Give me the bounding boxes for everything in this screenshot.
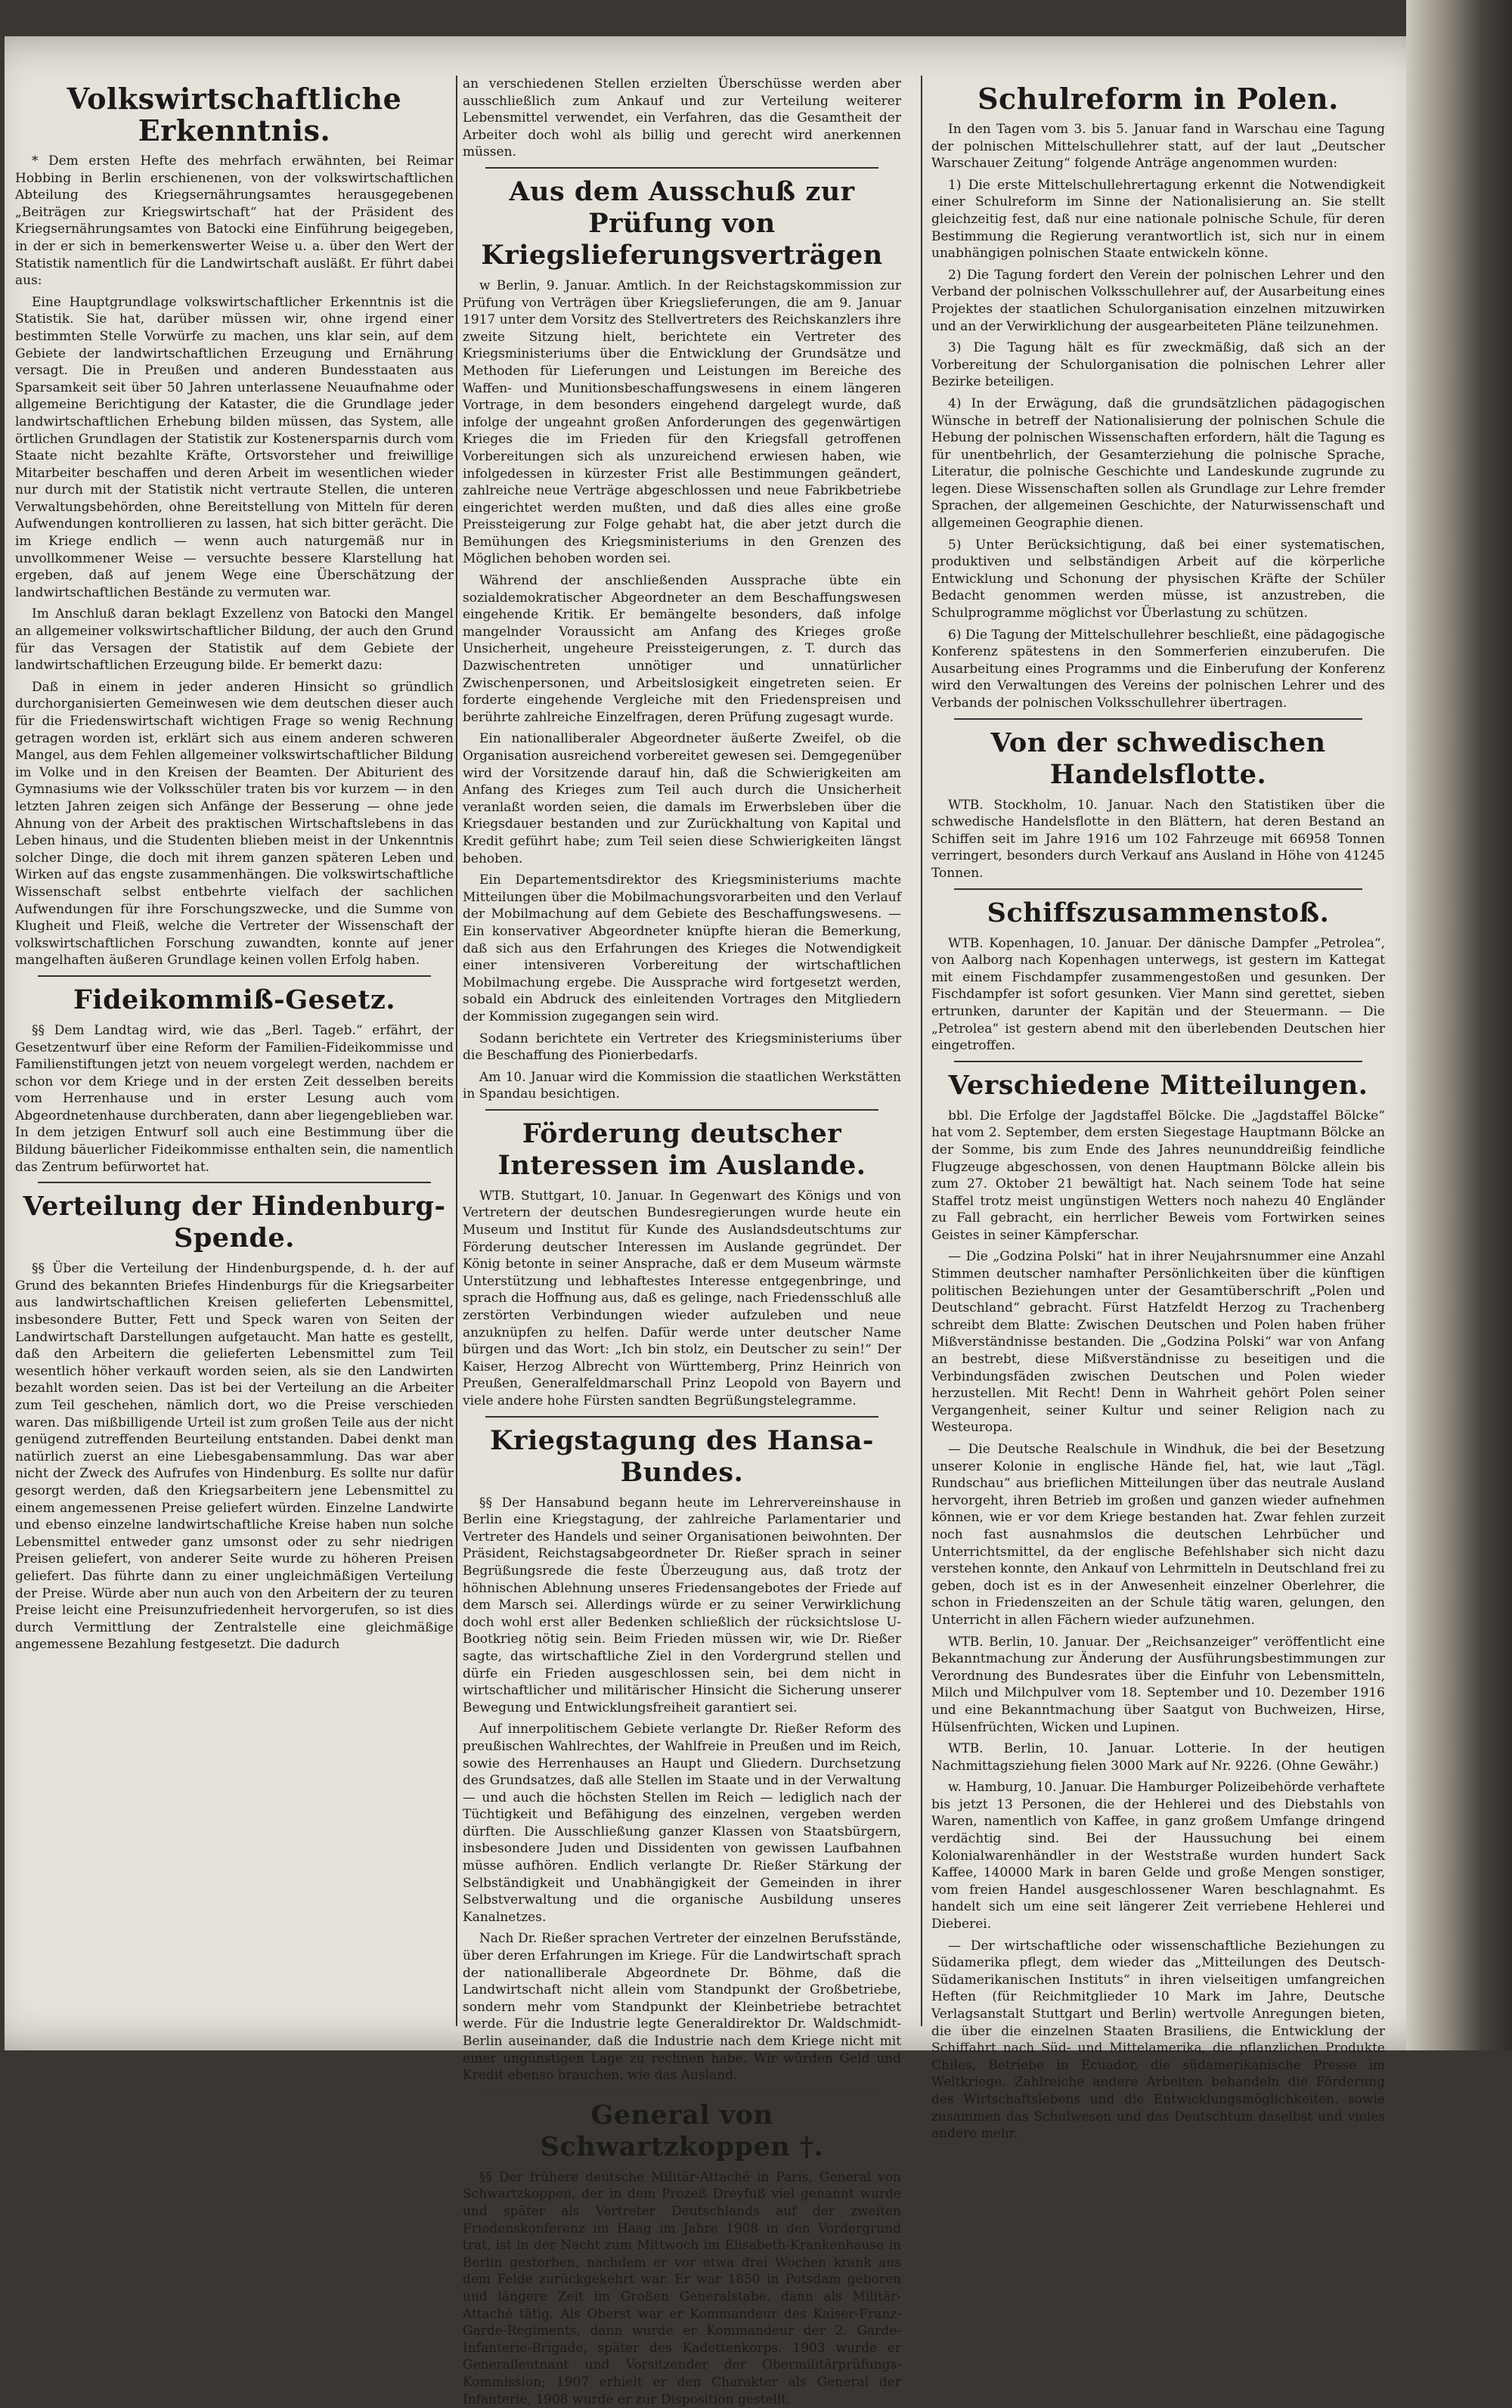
article-paragraph: Während der anschließenden Aussprache übte ein sozialdemokratischer Abgeordneter an dem Beschaffungswesen eingehende Kritik. Er bemängelte besonders, daß infolge mangelnder Voraussicht am Anfang des Krieges große Unsicherheit, ungeheure Preissteigerungen, z. T. durch das Dazwischentreten unnötiger und unnatürlicher Zwischenpersonen, und Arbeitslosigkeit eingetreten seien. Er forderte eingehende Vergleiche mit den Friedenspreisen und berührte zahlreiche Einzelfragen, deren Prüfung zugesagt wurde. bbox=[463, 573, 901, 725]
article-paragraph: WTB. Kopenhagen, 10. Januar. Der dänische Dampfer „Petrolea“, von Aalborg nach Kopenhagen unterwegs, ist gestern im Kattegat mit einem Fischdampfer zusammengestoßen und gesunken. Der Fischdampfer ist sofort gesunken. Vier Mann sind gerettet, sieben ertrunken, darunter der Kapitän und der Steuermann. — Die „Petrolea“ ist gestern abend mit den überlebenden Deutschen hier eingetroffen. bbox=[931, 935, 1385, 1054]
article-heading: Verteilung der Hindenburg-Spende. bbox=[23, 1191, 446, 1254]
article-paragraph: w. Hamburg, 10. Januar. Die Hamburger Polizeibehörde verhaftete bis jetzt 13 Personen, die der Hehlerei und des Diebstahls von Waren, namentlich von Kaffee, in ganz großem Umfange dringend verdächtig sind. Bei der Haussuchung bei einem Kolonialwarenhändler in der Weststraße wurden hundert Sack Kaffee, 140000 Mark in baren Gelde und große Mengen sonstiger, vom freien Handel ausgeschlossener Waren beschlagnahmt. Es handelt sich um eine seit längerer Zeit verriebene Hehlerei und Dieberei. bbox=[931, 1780, 1385, 1932]
divider bbox=[954, 718, 1362, 720]
article-paragraph: WTB. Stuttgart, 10. Januar. In Gegenwart des Königs und von Vertretern der deutschen Bundesregierungen wurde heute ein Museum und Institut für Kunde des Auslandsdeutschtums zur Förderung deutscher Interessen im Auslande gegründet. Der König betonte in seiner Ansprache, daß er dem Museum wärmste Unterstützung und lebhaftestes Interesse entgegenbringe, und sprach die Hoffnung aus, daß es gelinge, nach Friedensschluß alle zerstörten Verbindungen wieder aufzuleben und neue anzuknüpfen zu helfen. Dafür werde unter deutscher Name bürgen und das Wort: „Ich bin stolz, ein Deutscher zu sein!“ Der Kaiser, Herzog Albrecht von Württemberg, Prinz Heinrich von Preußen, Generalfeldmarschall Prinz Leopold von Bayern und viele andere hohe Fürsten sandten Begrüßungstelegramme. bbox=[463, 1188, 901, 1409]
article-paragraph: Eine Hauptgrundlage volkswirtschaftlicher Erkenntnis ist die Statistik. Sie hat, darüber müssen wir, ohne irgend einer bestimmten Stelle Vorwürfe zu machen, uns klar sein, auf dem Gebiete der landwirtschaftlichen Erzeugung und Ernährung versagt. Die in Preußen und anderen Bundesstaaten aus Sparsamkeit seit über 50 Jahren unterlassene Neuaufnahme oder allgemeine Berichtigung der Kataster, die die Grundlage jeder landwirtschaftlichen Erhebung bilden müssen, das System, alle örtlichen Grundlagen der Statistik zur Kostenersparnis durch vom Staate nicht bezahlte Kräfte, Ortsvorsteher und freiwillige Mitarbeiter beschaffen und deren Arbeit im wesentlichen wieder nur durch mit der Statistik nicht vertraute Stellen, die unteren Verwaltungsbehörden, ohne Bereitstellung von Mitteln für deren Aufwendungen kontrollieren zu lassen, hat sich bitter gerächt. Die im Kriege endlich — wenn auch naturgemäß nur in unvollkommener Weise — versuchte bessere Klarstellung hat ergeben, daß auf jenem Wege eine Überschätzung der landwirtschaftlichen Bestände zu vermuten war. bbox=[15, 294, 454, 600]
article-paragraph: Auf innerpolitischem Gebiete verlangte Dr. Rießer Reform des preußischen Wahlrechtes, der Wahlfreie in Preußen und im Reich, sowie des Herrenhauses an Haupt und Gliedern. Durchsetzung des Grundsatzes, daß alle Stellen im Staate und in der Verwaltung — und auch die höchsten Stellen im Reich — lediglich nach der Tüchtigkeit und Befähigung des einzelnen, vergeben werden dürften. Die Ausschließung ganzer Klassen von Staatsbürgern, insbesondere Juden und Dissidenten von gewissen Laufbahnen müsse aufhören. Endlich verlangte Dr. Rießer Stärkung der Selbständigkeit und Unabhängigkeit der Gemeinden in ihrer Selbstverwaltung und die organische Ausbildung unseres Kanalnetzes. bbox=[463, 1722, 901, 1925]
article-paragraph: Im Anschluß daran beklagt Exzellenz von Batocki den Mangel an allgemeiner volkswirtschaftlicher Bildung, der auch den Grund für das Versagen der Statistik auf dem Gebiete der landwirtschaftlichen Erzeugung bilde. Er bemerkt dazu: bbox=[15, 606, 454, 674]
article-paragraph: §§ Dem Landtag wird, wie das „Berl. Tageb.“ erfährt, der Gesetzentwurf über eine Reform der Familien-Fideikommisse und Familienstiftungen jetzt von neuem vorgelegt werden, nachdem er schon vor dem Kriege und in der ersten Zeit desselben bereits vom Herrenhause und in erster Lesung auch vom Abgeordnetenhause durchberaten, dann aber liegengeblieben war. In dem jetzigen Entwurf soll auch eine Bestimmung über die Bildung bäuerlicher Fideikommisse enthalten sein, die namentlich das Zentrum befürwortet hat. bbox=[15, 1022, 454, 1175]
article-paragraph: WTB. Berlin, 10. Januar. Lotterie. In der heutigen Nachmittagsziehung fielen 3000 Mark auf Nr. 9226. (Ohne Gewähr.) bbox=[931, 1741, 1385, 1774]
article-heading: Volkswirtschaftliche Erkenntnis. bbox=[67, 82, 402, 147]
article-heading: General von Schwartzkoppen †. bbox=[540, 2099, 824, 2162]
article-paragraph: Ein Departementsdirektor des Kriegsministeriums machte Mitteilungen über die Mobilmachungsvorarbeiten und den Verlauf der Mobilmachung auf dem Gebiete des Beschaffungswesens. — Ein konservativer Abgeordneter knüpfte hieran die Bemerkung, daß sich aus den Erfahrungen des Krieges die Notwendigkeit einer intensiveren Vorbereitung der wirtschaftlichen Mobilmachung ergebe. Die Aussprache wird fortgesetzt werden, sobald ein Abdruck des einleitenden Vortrages den Mitgliedern der Kommission zugegangen sein wird. bbox=[463, 872, 901, 1024]
column-1 bbox=[15, 76, 454, 2034]
divider bbox=[485, 2090, 878, 2092]
book-binding bbox=[1406, 0, 1512, 2050]
article-paragraph: §§ Der Hansabund begann heute im Lehrervereinshause in Berlin eine Kriegstagung, der zahlreiche Parlamentarier und Vertreter des Handels und seiner Organisationen beiwohnten. Der Präsident, Reichstagsabgeordneter Dr. Rießer sprach in seiner Begrüßungsrede die feste Überzeugung aus, daß trotz der höhnischen Ablehnung unseres Friedensangebotes der Friede auf dem Marsch sei. Allerdings würde er zu seiner Verwirklichung doch wohl erst aller Bedenken schließlich der rücksichtslose U-Bootkrieg nötig sein. Beim Frieden müssen wir, wie Dr. Rießer sagte, das wirtschaftliche Ziel in den Vordergrund stellen und dürfe ein Frieden ausgeschlossen sein, bei dem nicht in wirtschaftlicher und militärischer Hinsicht die Sicherung unserer Bewegung und Entwicklungsfreiheit garantiert sei. bbox=[463, 1495, 901, 1715]
article-paragraph: WTB. Berlin, 10. Januar. Der „Reichsanzeiger“ veröffentlicht eine Bekanntmachung zur Änderung der Ausführungsbestimmungen zur Verordnung des Bundesrates über die Einfuhr von Lebensmitteln, Milch und Milchpulver vom 18. September und 10. Dezember 1916 und eine Bekanntmachung über Saatgut von Buchweizen, Hirse, Hülsenfrüchten, Wicken und Lupinen. bbox=[931, 1634, 1385, 1735]
article-paragraph: Daß in einem in jeder anderen Hinsicht so gründlich durchorganisierten Gemeinwesen wie dem deutschen dieser auch für die Friedenswirtschaft wichtigen Frage so wenig Rechnung getragen worden ist, erklärt sich aus einem anderen schweren Mangel, aus dem Fehlen allgemeiner volkswirtschaftlicher Bildung im Volke und in den Kreisen der Beamten. Der Abiturient des Gymnasiums wie der Volksschüler traten bis vor kurzem — in den letzten Jahren zeigen sich Anfänge der Besserung — ohne jede Ahnung von der Arbeit des praktischen Wirtschaftslebens in das Leben hinaus, und die Studenten blieben meist in der Unkenntnis solcher Dinge, die doch mit ihrem ganzen späteren Leben und Wirken auf das engste zusammenhängen. Die volkswirtschaftliche Wissenschaft selbst entbehrte vielfach der sachlichen Aufwendungen für ihre Forschungszwecke, und die Summe von Klugheit und Fleiß, welche die Vertreter der Wissenschaft der volkswirtschaftlichen Forschung zuwandten, konnte auf jener mangelhaften äußeren Grundlage keinen vollen Erfolg haben. bbox=[15, 679, 454, 968]
divider bbox=[38, 975, 431, 977]
divider bbox=[485, 167, 878, 169]
article-paragraph: 3) Die Tagung hält es für zweckmäßig, daß sich an der Vorbereitung der Schulorganisation die polnischen Lehrer aller Bezirke beteiligen. bbox=[931, 340, 1385, 390]
article-paragraph: §§ Der frühere deutsche Militär-Attaché in Paris, General von Schwartzkoppen, der in dem Prozeß Dreyfuß viel genannt wurde und später als Vertreter Deutschlands auf der zweiten Friedenskonferenz im Haag im Jahre 1908 in den Vordergrund trat, ist in der Nacht zum Mittwoch im Elisabeth-Krankenhause in Berlin gestorben, nachdem er vor etwa drei Wochen krank aus dem Felde zurückgekehrt war. Er war 1850 in Potsdam geboren und längere Zeit im Großen Generalstabe, dann als Militär-Attaché tätig. Als Oberst war er Kommandeur des Kaiser-Franz-Garde-Regiments, dann wurde er Kommandeur der 2. Garde-Infanterie-Brigade, später des Kadettenkorps. 1903 wurde er Generalleutnant und Vorsitzender der Obermilitärprüfungs-Kommission; 1907 erhielt er den Charakter als General der Infanterie, 1908 wurde er zur Disposition gestellt. bbox=[463, 2169, 901, 2407]
article-heading: Fideikommiß-Gesetz. bbox=[73, 984, 396, 1015]
article-paragraph: — Die Deutsche Realschule in Windhuk, die bei der Besetzung unserer Kolonie in englische Hände fiel, hat, wie laut „Tägl. Rundschau“ aus brieflichen Mitteilungen über das neutrale Ausland hervorgeht, ihren Betrieb im großen und ganzen wieder aufnehmen können, wie er vor dem Kriege bestanden hat. Zwar fehlen zurzeit noch fast ausnahmslos die deutschen Lehrbücher und Unterrichtsmittel, da der englische Befehlshaber sich nicht dazu verstehen konnte, den Ankauf von Lehrmitteln in Deutschland frei zu geben, doch ist es in der Anwesenheit einzelner Oberlehrer, die schon in Friedenszeiten an der Schule tätig waren, gelungen, den Unterricht in allen Fächern wieder aufzunehmen. bbox=[931, 1442, 1385, 1628]
divider bbox=[954, 1061, 1362, 1062]
article-paragraph: an verschiedenen Stellen erzielten Überschüsse werden aber ausschließlich zum Ankauf und zur Verteilung weiterer Lebensmittel verwendet, ein Verfahren, das die Gesamtheit der Arbeiter doch wohl als billig und gerecht wird anerkennen müssen. bbox=[463, 76, 901, 160]
article-heading: Schiffszusammenstoß. bbox=[987, 897, 1330, 928]
column-rule-1 bbox=[456, 76, 457, 2026]
article-paragraph: — Die „Godzina Polski“ hat in ihrer Neujahrsnummer eine Anzahl Stimmen deutscher namhafter Persönlichkeiten über die künftigen politischen Beziehungen unter der Gesamtüberschrift „Polen und Deutschland“ gebracht. Fürst Hatzfeldt Herzog zu Trachenberg schreibt dem Blatte: Zwischen Deutschen und Polen haben früher Mißverständnisse bestanden. Die „Godzina Polski“ war von Anfang an bestrebt, diese Mißverständnisse zu beseitigen und die Verbindungsfäden zwischen Deutschen und Polen wieder herzustellen. Mit Recht! Denn in Wahrheit gehört Polen seiner Vergangenheit, seiner Kultur und seiner Religion nach zu Westeuropa. bbox=[931, 1249, 1385, 1436]
article-paragraph: Ein nationalliberaler Abgeordneter äußerte Zweifel, ob die Organisation ausreichend vorbereitet gewesen sei. Demgegenüber wird der Vorsitzende darauf hin, daß die Schwierigkeiten am Anfang des Krieges zum Teil auch durch die Unsicherheit veranlaßt worden seien, die damals im Erwerbsleben über die Kriegsdauer bestanden und zur Zurückhaltung von Kapital und Kredit geführt habe; zum Teil seien diese Schwierigkeiten längst behoben. bbox=[463, 731, 901, 866]
article-paragraph: bbl. Die Erfolge der Jagdstaffel Bölcke. Die „Jagdstaffel Bölcke“ hat vom 2. September, dem ersten Siegestage Hauptmann Bölcke an der Somme, bis zum Ende des Jahres neununddreißig feindliche Flugzeuge abgeschossen, von denen Hauptmann Bölcke allein bis zum 27. Oktober 21 bewältigt hat. Nach seinem Tode hat seine Staffel trotz meist ungünstigen Wetters noch nahezu 40 Engländer zu Fall gebracht, ein herrlicher Beweis vom Fortwirken seines Geistes in seiner Kämpferschar. bbox=[931, 1108, 1385, 1243]
article-paragraph: Am 10. Januar wird die Kommission die staatlichen Werkstätten in Spandau besichtigen. bbox=[463, 1069, 901, 1102]
article-paragraph: 2) Die Tagung fordert den Verein der polnischen Lehrer und den Verband der polnischen Volksschullehrer auf, der Ausarbeitung eines Projektes der staatlichen Schulorganisation einzelnen mitzuwirken und an der Verwirklichung der ausgearbeiteten Pläne teilzunehmen. bbox=[931, 267, 1385, 334]
article-paragraph: 5) Unter Berücksichtigung, daß bei einer systematischen, produktiven und selbständigen Arbeit auf die körperliche Entwicklung und Schonung der physischen Kräfte der Schüler Bedacht genommen werden müsse, ist anzustreben, die Schulprogramme möglichst vor Überlastung zu schützen. bbox=[931, 537, 1385, 621]
article-paragraph: Sodann berichtete ein Vertreter des Kriegsministeriums über die Beschaffung des Pionierbedarfs. bbox=[463, 1030, 901, 1064]
article-paragraph: Nach Dr. Rießer sprachen Vertreter der einzelnen Berufsstände, über deren Erfahrungen im Kriege. Für die Landwirtschaft sprach der nationalliberale Abgeordnete Dr. Böhme, daß die Landwirtschaft nicht allein vom Standpunkt der Großbetriebe, sondern mehr vom Standpunkt der Kleinbetriebe betrachtet werde. Für die Industrie legte Generaldirektor Dr. Waldschmidt-Berlin auseinander, daß die Industrie nach dem Kriege nicht mit einer ungünstigen Lage zu rechnen habe. Wir würden Geld und Kredit ebenso brauchen, wie das Ausland. bbox=[463, 1931, 901, 2084]
article-paragraph: — Der wirtschaftliche oder wissenschaftliche Beziehungen zu Südamerika pflegt, dem wieder das „Mitteilungen des Deutsch-Südamerikanischen Instituts“ in ihren vielseitigen umfangreichen Heften (für Reichmitglieder 10 Mark im Jahre, Deutsche Verlagsanstalt Stuttgart und Berlin) wertvolle Anregungen bieten, die über die einzelnen Staaten Brasiliens, die Entwicklung der Schiffahrt nach Süd- und Mittelamerika, die pflanzlichen Produkte Chiles, Betriebe in Ecuador, die südamerikanische Presse im Weltkriege. Zahlreiche andere Arbeiten behandeln die Förderung des Wirtschaftslebens und die Entwicklungsmöglichkeiten, sowie zusammen das Schulwesen und das Deutschtum daselbst und vieles andere mehr. bbox=[931, 1938, 1385, 2142]
article-heading: Verschiedene Mitteilungen. bbox=[948, 1069, 1368, 1101]
article-heading: Schulreform in Polen. bbox=[978, 82, 1339, 116]
column-rule-2 bbox=[921, 76, 922, 2026]
article-paragraph: §§ Über die Verteilung der Hindenburgspende, d. h. der auf Grund des bekannten Briefes Hindenburgs für die Kriegsarbeiter aus landwirtschaftlichen Kreisen gelieferten Lebensmittel, insbesondere Butter, Fett und Speck waren von Seiten der Landwirtschaft Darstellungen aufgetaucht. Man hatte es gestellt, daß den Arbeitern die gelieferten Lebensmittel zum Teil wesentlich höher verkauft worden seien, als sie den Landwirten bezahlt worden seien. Das ist bei der Verteilung an die Arbeiter zum Teil geschehen, nämlich dort, wo die Preise verschieden waren. Das mißbilligende Urteil ist zum großen Teile aus der nicht genügend zutreffenden Beurteilung entstanden. Dabei denkt man natürlich zuerst an eine Liebesgabensammlung. Das war aber nicht der Zweck des Aufrufes von Hindenburg. Es sollte nur dafür gesorgt werden, daß den Kriegsarbeitern jene Lebensmittel zu einem angemessenen Preise geliefert würden. Einzelne Landwirte und ebenso einzelne landwirtschaftliche Kreise haben nun solche Lebensmittel entweder ganz umsonst oder zu sehr niedrigen Preisen geliefert, von anderer Seite wurde zu höheren Preisen geliefert. Das führte dann zu einer ungleichmäßigen Verteilung der Preise. Würde aber nun auch von den Arbeitern der zu teuren Preise leicht eine Preisunzufriedenheit hervorgerufen, so ist dies durch Vermittlung der Zentralstelle eine gleichmäßige angemessene Bezahlung festgesetzt. Die dadurch bbox=[15, 1261, 454, 1653]
article-paragraph: * Dem ersten Hefte des mehrfach erwähnten, bei Reimar Hobbing in Berlin erschienenen, von der volkswirtschaftlichen Abteilung des Kriegsernährungsamtes herausgegebenen „Beiträgen zur Kriegswirtschaft“ hat der Präsident des Kriegsernährungsamtes von Batocki eine Einführung beigegeben, in der er sich in bemerkenswerter Weise u. a. über den Wert der Statistik namentlich für die Landwirtschaft ausläßt. Er führt dabei aus: bbox=[15, 153, 454, 289]
article-heading: Kriegstagung des Hansa-Bundes. bbox=[490, 1424, 874, 1488]
divider bbox=[485, 1109, 878, 1111]
divider bbox=[954, 888, 1362, 890]
divider bbox=[38, 1182, 431, 1183]
article-heading: Förderung deutscher Interessen im Auslande. bbox=[497, 1117, 866, 1181]
column-2 bbox=[463, 76, 901, 2407]
article-heading: Von der schwedischen Handelsflotte. bbox=[990, 727, 1326, 790]
article-paragraph: 4) In der Erwägung, daß die grundsätzlichen pädagogischen Wünsche in betreff der Nationalisierung der polnischen Schule die Hebung der polnischen Wissenschaften erfordern, hält die Tagung es für unentbehrlich, der Gesamterziehung die polnische Sprache, Literatur, die polnische Geschichte und Landeskunde zugrunde zu legen. Diese Wissenschaften sollen als Grundlage zur Lehre fremder Sprachen, der allgemeinen Geschichte, der Naturwissenschaft und allgemeinen Geographie dienen. bbox=[931, 395, 1385, 531]
article-paragraph: w Berlin, 9. Januar. Amtlich. In der Reichstagskommission zur Prüfung von Verträgen über Kriegslieferungen, die am 9. Januar 1917 unter dem Vorsitz des Stellvertreters des Reichskanzlers ihre zweite Sitzung hielt, berichtete ein Vertreter des Kriegsministeriums über die Entwicklung der Grundsätze und Methoden für Lieferungen und Leistungen im Bereiche des Waffen- und Munitionsbeschaffungswesens in einem längeren Vortrage, in dem besonders eingehend dargelegt wurde, daß infolge der ungeahnt großen Anforderungen des gegenwärtigen Krieges die im Frieden für den Kriegsfall getroffenen Vorbereitungen sich als unzureichend erwiesen haben, wie infolgedessen in kürzester Frist alle Bestimmungen geändert, zahlreiche neue Verträge abgeschlossen und neue Fabrikbetriebe eingerichtet werden mußten, und daß dies alles eine große Preissteigerung zur Folge gehabt hat, die aber jetzt durch die Bemühungen des Kriegsministeriums in den Grenzen des Möglichen behoben worden sei. bbox=[463, 277, 901, 567]
article-paragraph: 6) Die Tagung der Mittelschullehrer beschließt, eine pädagogische Konferenz spätestens in den Sommerferien einzuberufen. Die Ausarbeitung eines Programms und die Einberufung der Konferenz wird den Verwaltungen des Vereins der polnischen Lehrer und des Verbands der polnischen Volksschullehrer übertragen. bbox=[931, 627, 1385, 711]
article-paragraph: In den Tagen vom 3. bis 5. Januar fand in Warschau eine Tagung der polnischen Mittelschullehrer statt, auf der laut „Deutscher Warschauer Zeitung“ folgende Anträge angenommen wurden: bbox=[931, 122, 1385, 172]
divider bbox=[485, 1416, 878, 1418]
article-heading: Aus dem Ausschuß zur Prüfung von Kriegslieferungsverträgen bbox=[481, 175, 883, 271]
article-paragraph: 1) Die erste Mittelschullehrertagung erkennt die Notwendigkeit einer Schulreform im Sinne der Nationalisierung an. Sie stellt gleichzeitig fest, daß nur eine nationale polnische Schule, für deren Bestimmung die Regierung verantwortlich ist, sich nur in einem unabhängigen polnischen Staate entwickeln könne. bbox=[931, 177, 1385, 262]
column-3 bbox=[931, 76, 1385, 2142]
article-paragraph: WTB. Stockholm, 10. Januar. Nach den Statistiken über die schwedische Handelsflotte in den Blättern, hat deren Bestand an Schiffen seit im Jahre 1916 um 102 Fahrzeuge mit 66958 Tonnen verringert, besonders durch Verkauf ans Ausland in Höhe von 41245 Tonnen. bbox=[931, 797, 1385, 881]
